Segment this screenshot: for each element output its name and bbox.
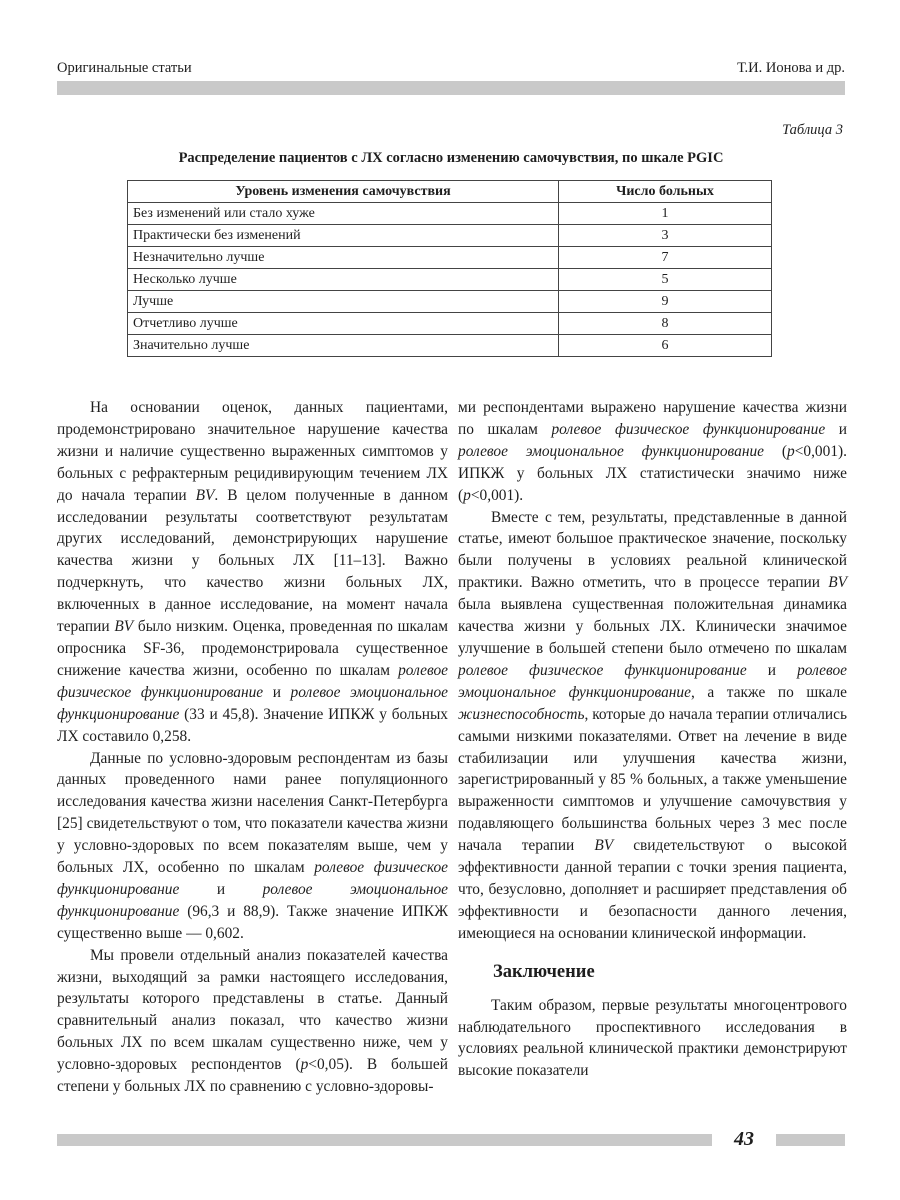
table-row [128, 203, 772, 225]
footer-rule-left [57, 1134, 712, 1146]
table-row [128, 291, 772, 313]
level-cell: Без изменений или стало хуже [128, 203, 559, 225]
conclusion-heading: Заключение [493, 961, 595, 982]
italic-run: ролевое эмоциональное функционирование [57, 880, 449, 920]
table-header-row [128, 181, 772, 203]
column-header: Число больных [559, 181, 772, 203]
italic-run: p [463, 486, 471, 504]
count-cell: 1 [559, 203, 772, 225]
page-number: 43 [734, 1128, 754, 1150]
level-cell: Несколько лучше [128, 269, 559, 291]
paragraph: Вместе с тем, результаты, представленные в данной статье, имеют большое практическое значение, поскольку были получены в условиях реальной клинической практики. Важно отметить, что в процессе терапии BV была выявлена существенная положительная динамика качества жизни у больных ЛХ. Клинически значимое улучшение в большей степени было отмечено по шкалам ролевое физическое функционирование и ролевое эмоциональное функционирование, а также по шкале жизнеспособность, которые до начала терапии отличались самыми низкими показателями. Ответ на лечение в виде стабилизации или улучшения качества жизни, зарегистрированный у 85 % больных, а также уменьшение выраженности симптомов и улучшение самочувствия у подавляющего большинства больных через 3 мес после начала терапии BV свидетельствуют о высокой эффективности данной терапии с точки зрения пациента, что, безусловно, дополняет и расширяет представления об эффективности и безопасности данного лечения, имеющиеся на основании клинической информации. [458, 508, 847, 942]
table-title: Распределение пациентов с ЛХ согласно изменению самочувствия, по шкале PGIC [178, 150, 724, 166]
italic-run: ролевое физическое функционирование [458, 661, 747, 679]
count-cell: 5 [559, 269, 772, 291]
table-row [128, 313, 772, 335]
italic-run: BV [828, 574, 847, 592]
count-cell: 3 [559, 225, 772, 247]
pgic-table [127, 180, 772, 357]
paragraph: Таким образом, первые результаты многоцентрового наблюдательного проспективного исследования в условиях реальной клинической практики демонстрируют высокие показатели [458, 996, 847, 1080]
italic-run: BV [195, 486, 215, 504]
italic-run: p [787, 442, 795, 460]
level-cell: Незначительно лучше [128, 247, 559, 269]
count-cell: 7 [559, 247, 772, 269]
level-cell: Отчетливо лучше [128, 313, 559, 335]
right-text-column [458, 397, 847, 1082]
count-cell: 8 [559, 313, 772, 335]
table-row [128, 335, 772, 357]
paragraph: На основании оценок, данных пациентами, продемонстрировано значительное нарушение качества жизни и наличие существенно выраженных симптомов у больных с рефрактерным рецидивирующим течением ЛХ до начала терапии BV. В целом полученные в данном исследовании результаты соответствуют результатам других исследований, демонстрирующих нарушение качества жизни у больных ЛХ [11–13]. Важно подчеркнуть, что качество жизни больных ЛХ, включенных в данное исследование, на момент начала терапии BV было низким. Оценка, проведенная по шкалам опросника SF-36, продемонстрировала существенное снижение качества жизни, особенно по шкалам ролевое физическое функционирование и ролевое эмоциональное функционирование (33 и 45,8). Значение ИПКЖ у больных ЛХ составило 0,258. [57, 399, 449, 745]
level-cell: Практически без изменений [128, 225, 559, 247]
italic-run: BV [114, 618, 134, 636]
italic-run: ролевое физическое функционирование [551, 420, 826, 438]
authors: Т.И. Ионова и др. [737, 60, 845, 76]
left-text-column [57, 397, 448, 1098]
count-cell: 6 [559, 335, 772, 357]
italic-run: ролевое физическое функционирование [57, 661, 448, 701]
paragraph: Данные по условно-здоровым респондентам из базы данных проведенного нами ранее популяционного исследования качества жизни населения Санкт-Петербурга [25] свидетельствуют о том, что показатели качества жизни у условно-здоровых по всем показателям выше, чем у больных ЛХ, особенно по шкалам ролевое физическое функционирование и ролевое эмоциональное функционирование (96,3 и 88,9). Также значение ИПКЖ существенно выше — 0,602. [57, 749, 449, 942]
paragraph: ми респондентами выражено нарушение качества жизни по шкалам ролевое физическое функционирование и ролевое эмоциональное функционирование (p<0,001). ИПКЖ у больных ЛХ статистически значимо ниже (p<0,001). [458, 399, 847, 504]
level-cell: Значительно лучше [128, 335, 559, 357]
italic-run: ролевое эмоциональное функционирование [57, 683, 449, 723]
section-title: Оригинальные статьи [57, 60, 192, 76]
italic-run: ролевое эмоциональное функционирование [458, 442, 764, 460]
level-cell: Лучше [128, 291, 559, 313]
italic-run: ролевое физическое функционирование [57, 859, 448, 898]
table-caption: Таблица 3 [782, 122, 843, 138]
footer-rule-right [776, 1134, 845, 1146]
italic-run: p [300, 1056, 309, 1074]
table-row [128, 225, 772, 247]
italic-run: жизнеспособность [458, 705, 585, 723]
table-row [128, 269, 772, 291]
paragraph: Мы провели отдельный анализ показателей качества жизни, выходящий за рамки настоящего исследования, результаты которого представлены в статье. Данный сравнительный анализ показал, что качество жизни больных ЛХ по всем шкалам существенно ниже, чем у условно-здоровых респондентов (p<0,05). В большей степени у больных ЛХ по сравнению с условно-здоровы- [57, 946, 448, 1096]
italic-run: BV [594, 837, 614, 855]
column-header: Уровень изменения самочувствия [128, 181, 559, 203]
italic-run: ролевое эмоциональное функционирование [458, 661, 847, 701]
table-row [128, 247, 772, 269]
count-cell: 9 [559, 291, 772, 313]
header-rule [57, 81, 845, 95]
